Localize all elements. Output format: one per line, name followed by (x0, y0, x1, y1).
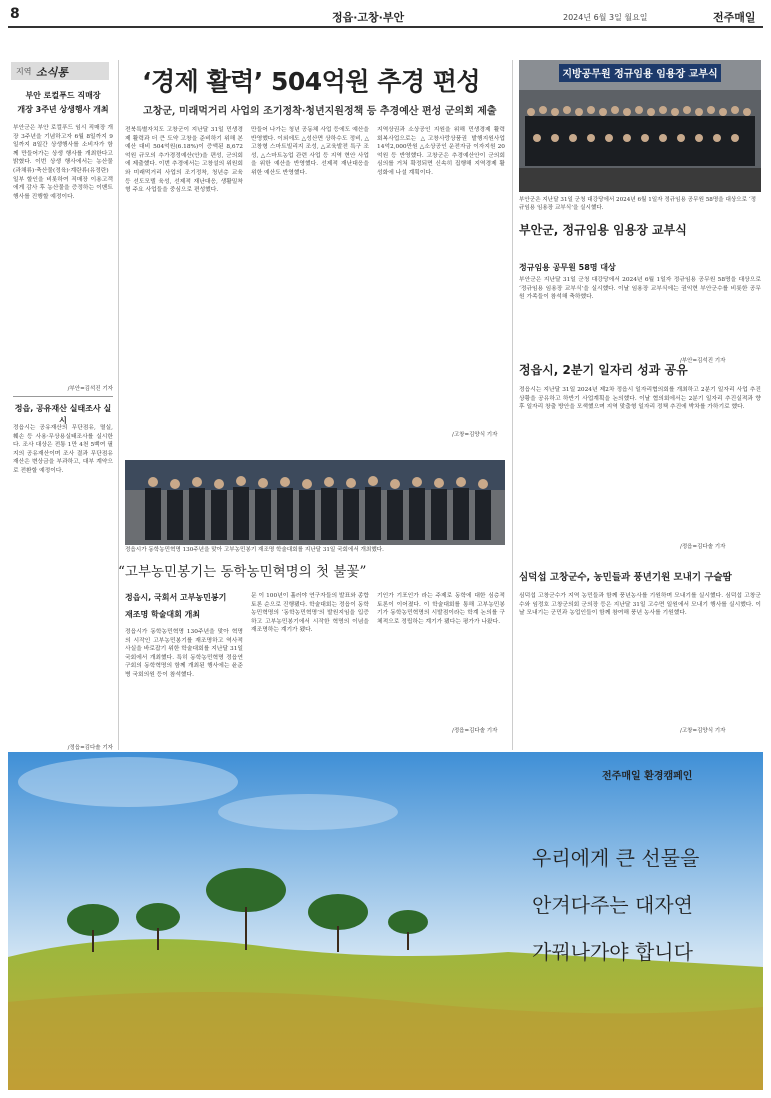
seminar-group-photo (125, 460, 505, 545)
jobs-headline: 정읍시, 2분기 일자리 성과 공유 (519, 363, 688, 377)
page-number: 8 (10, 6, 20, 22)
jobs-credit: /정읍=김다솔 기자 (680, 544, 726, 550)
ad-slogan-line-1: 우리에게 큰 선물을 (532, 846, 700, 870)
sidebar-story1-body: 부안군은 부안 로컬푸드 임시 직매장 개장 3주년을 기념하고자 6월 8일까지 9일까지 8일간 상생행사를 소비자가 함께 만들어가는 상생 행사를 개최한다고 밝혔다. 이번 상생 행사에서는 농산물(과채류)·축산물(정육)·계란류(유정란) 일부 할인을 비롯하여 직매장 이용고객에게 감사 후 농산물을 증정하는 이벤트 행사를 진행할 예정이다. (13, 125, 113, 200)
sidebar-story2-headline: 정읍, 공유재산 실태조사 실시 (14, 404, 112, 425)
ceremony-credit: /부안=김석진 기자 (680, 358, 726, 364)
seminar-headline: “고부농민봉기는 동학농민혁명의 첫 불꽃” (118, 564, 367, 580)
ceremony-group-photo (519, 60, 761, 192)
main-subheadline: 고창군, 미래먹거리 사업의 조기정착·청년지원정책 등 추경예산 편성 군의회 제출 (143, 106, 497, 117)
seminar-column-2: 문 이 100년이 흘러야 연구자들의 발표와 종합토론 순으로 진행됐다. 학술대회는 정읍이 동학농민혁명의 ‘동학농민혁명’의 발원지임을 입증하고 고부농민봉기에서 시작한 혁명의 이념을 재조명하는 계기가 됐다. (251, 593, 369, 634)
main-column-2: 만들어 나가는 청년 공동체 사업 등에도 예산을 반영했다. 이외에도 △성산면 상하수도 정비, △고창형 스마트빌리지 조성, △교육발전 특구 조성, △스마트농업 관련 사업 등 지역 현안 사업을 위한 예산을 반영했다. 선제적 재난대응을 위한 예산도 반영했다. (251, 127, 369, 176)
sidebar-banner-title: 소식통 (36, 66, 68, 79)
main-column-3: 지역상권과 소상공인 지원을 위해 민생경제 활력 회복사업으로는 △고창사랑상품권 발행지원사업 14억2,000만원 △소상공인 운전자금 이자지원 20억원 등 반영했다. 고창군은 추경예산안이 군의회 심의를 거쳐 확정되면 신속히 집행해 지역경제 활성화에 나설 계획이다. (377, 127, 505, 176)
main-credit: /고창=김양식 기자 (452, 432, 498, 438)
sidebar-story1-credit: /부안=김석진 기자 (67, 386, 113, 392)
main-headline: ‘경제 활력’ 504억원 추경 편성 (142, 67, 480, 96)
rice-planting-headline: 심덕섭 고창군수, 농민들과 풍년기원 모내기 구슬땀 (519, 572, 732, 583)
sidebar-story2-body: 정읍시는 공유재산의 무단점유, 멸실, 훼손 등 사용·무상용실태조사를 실시한다. 조사 대상은 전통 1만 4천 5백여 필지의 공유재산이며 조사 결과 무단점유 재산은 변상금을 부과하고, 대부 계약으로 전환할 예정이다. (13, 425, 113, 474)
jobs-body: 정읍시는 지난달 31일 2024년 제2차 정읍시 일자리협의회를 개최하고 2분기 일자리 사업 추진상황을 공유하고 하반기 사업계획을 논의했다. 이날 협의회에서는 2분기 일자리 추진실적과 향후 일자리 창출 방안을 모색했으며 지역 맞춤형 일자리 정책 추진에 박차를 가하기로 했다. (519, 387, 761, 411)
rice-planting-body: 심덕섭 고창군수가 지역 농민들과 함께 풍년농사를 기원하며 모내기를 실시했다. 심덕섭 고창군수와 임정호 고창군의회 군의장 등은 지난달 31일 고수면 일원에서 모내기 행사를 실시했다. 이날 모내기는 군민과 농업인들이 함께 참여해 풍년 농사를 기원했다. (519, 593, 761, 617)
seminar-subheadline-2: 재조명 학술대회 개최 (125, 610, 201, 619)
seminar-column-3: 기인가 기포인가 라는 주제로 동학에 대한 심층적 토론이 이어졌다. 이 학술대회를 통해 고부농민봉기가 동학농민혁명의 시발점이라는 학계 논의를 구체적으로 정립하는 계기가 됐다는 평가가 나왔다. (377, 593, 505, 625)
section-name: 정읍·고창·부안 (332, 11, 405, 24)
ceremony-banner-text: 지방공무원 정규임용 임용장 교부식 (562, 69, 718, 80)
issue-date: 2024년 6월 3일 월요일 (563, 13, 648, 22)
paper-name: 전주매일 (713, 11, 756, 24)
ceremony-headline: 부안군, 정규임용 임용장 교부식 (519, 223, 687, 237)
seminar-column-1: 정읍시가 동학농민혁명 130주년을 맞아 혁명의 시작인 고부농민봉기를 재조명하고 역사적 사실을 바로잡기 위한 학술대회를 지난달 31일 국회에서 개최했다. 특히 동학농민혁명 정읍연구회의 동학혁명의 함께 개최된 행사에는 윤준병 국회의원 등이 참석했다. (125, 629, 243, 678)
right-column-rule (512, 60, 513, 750)
sidebar-story1-headline: 부안 로컬푸드 직매장 (25, 91, 101, 100)
sidebar-divider (13, 396, 113, 397)
main-column-1: 전북특별자치도 고창군이 지난달 31일 민생경제 활력과 더 큰 도약 고창을 준비하기 위해 본예산 대비 504억원(6.18%)이 증액된 8,672억원 규모의 추가경정예산(안)을 편성, 군의회에 제출했다. 이번 추경에서는 고창설의 위원회와 미래먹거리 사업의 조기정착, 청년층 교육 등 선도모델 육성, 선제적 재난대응, 생활밀착형 주요 사업들을 중심으로 편성했다. (125, 127, 243, 194)
seminar-photo-caption: 정읍시가 동학농민혁명 130주년을 맞아 고부농민봉기 재조명 학술대회를 지난달 31일 국회에서 개최했다. (125, 547, 384, 553)
ad-slogan-line-3: 가꿔나가야 합니다 (532, 940, 693, 964)
environment-campaign-ad (8, 752, 763, 1090)
sidebar-story1-subheadline: 개장 3주년 상생행사 개최 (17, 105, 109, 114)
ceremony-photo-caption: 부안군은 지난달 31일 군청 대강당에서 2024년 6월 1일자 정규임용 공무원 58명을 대상으로 ‘정규임용 임용장 교부식’을 실시했다. (519, 197, 757, 211)
seminar-subheadline-1: 정읍시, 국회서 고부농민봉기 (125, 593, 227, 602)
header-rule (8, 26, 763, 28)
ad-campaign-name: 전주매일 환경캠페인 (602, 771, 693, 782)
sidebar-banner-label: 지역 (16, 67, 32, 76)
ceremony-subheadline: 정규임용 공무원 58명 대상 (519, 263, 616, 272)
sidebar-column-rule (118, 60, 119, 750)
ceremony-body: 부안군은 지난달 31일 군청 대강당에서 2024년 6월 1일자 정규임용 공무원 58명을 대상으로 ‘정규임용 임용장 교부식’을 실시했다. 이날 임용장 교부식에는 권익현 부안군수를 비롯한 공무원 가족들이 참석해 축하했다. (519, 277, 761, 301)
rice-planting-credit: /고창=김양식 기자 (680, 728, 726, 734)
ad-slogan-line-2: 안겨다주는 대자연 (532, 893, 693, 917)
sidebar-story2-credit: /정읍=김다솔 기자 (67, 745, 113, 751)
seminar-credit: /정읍=김다솔 기자 (452, 728, 498, 734)
